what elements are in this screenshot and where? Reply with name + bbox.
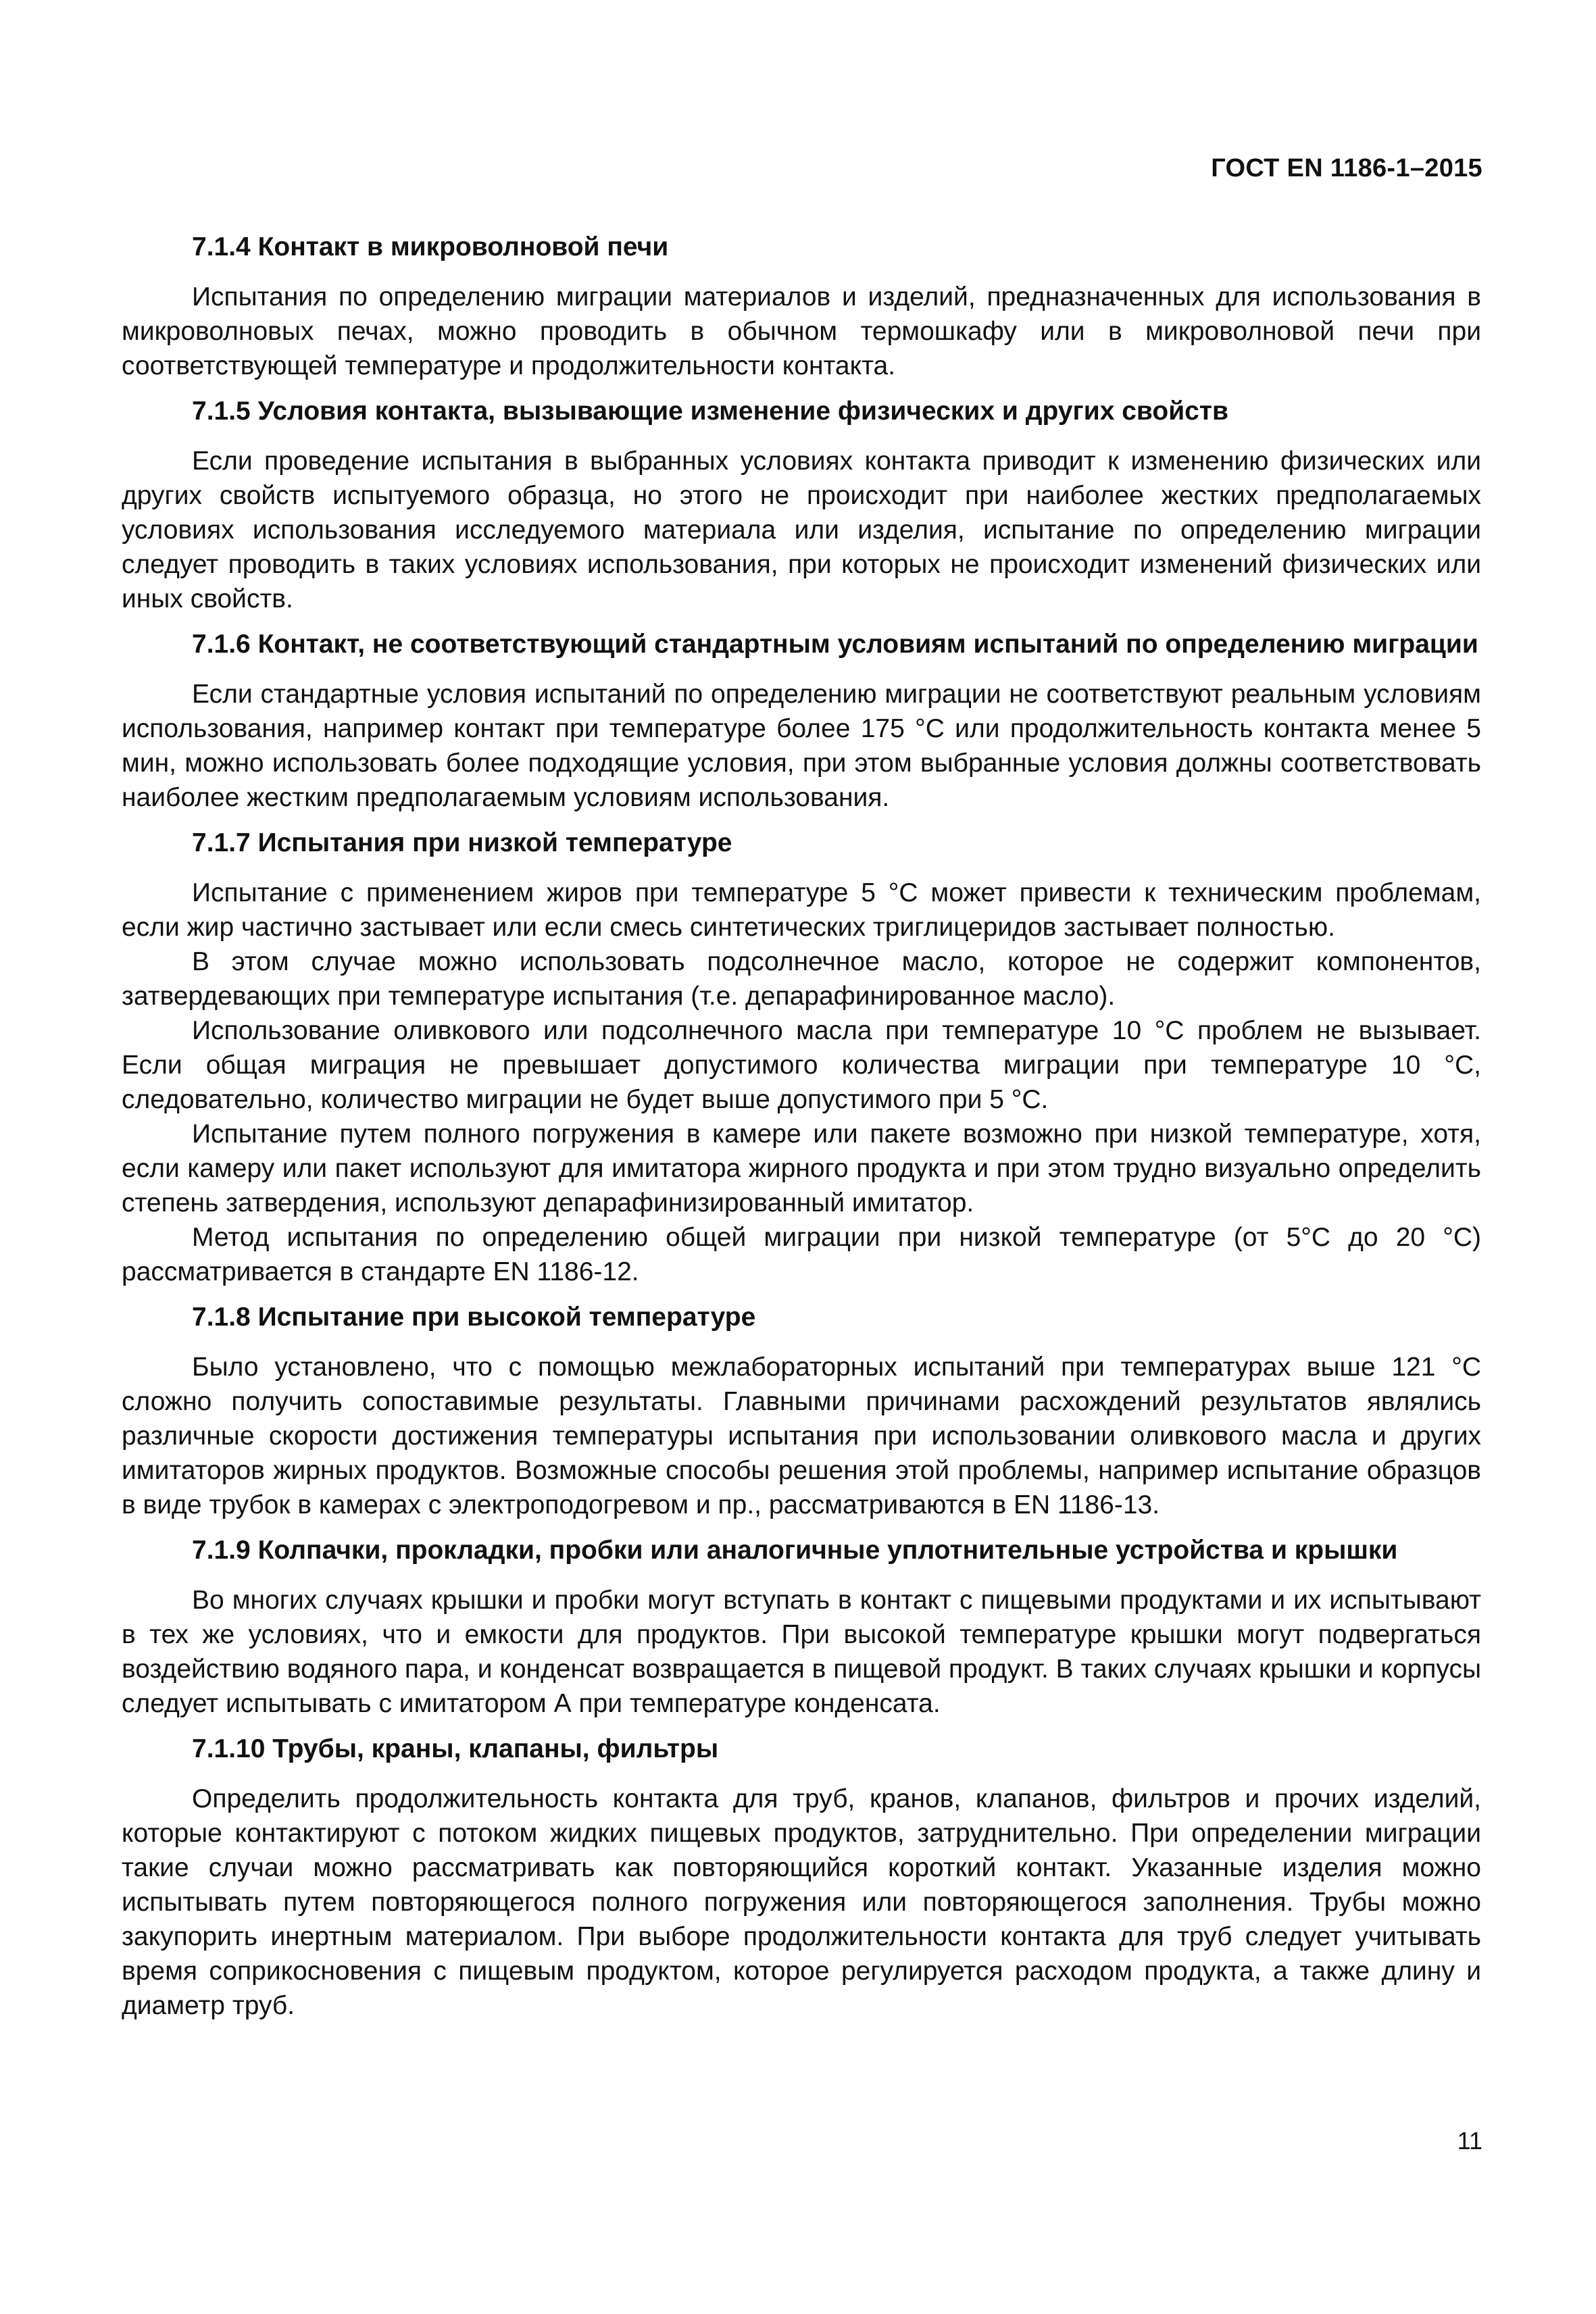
section-heading: 7.1.5 Условия контакта, вызывающие изменение физических и других свойств: [192, 397, 1228, 426]
paragraph: Использование оливкового или подсолнечного масла при температуре 10 °С проблем не вызывает. Если общая миграция не превышает допустимого количества миграции при температуре 10 °С, следовательно, количество миграции не будет выше допустимого при 5 °С.: [122, 1016, 1481, 1114]
paragraph: Во многих случаях крышки и пробки могут вступать в контакт с пищевыми продуктами и их испытывают в тех же условиях, что и емкости для продуктов. При высокой температуре крышки могут подвергаться воздействию водяного пара, и конденсат возвращается в пищевой продукт. В таких случаях крышки и корпусы следует испытывать с имитатором А при температуре конденсата.: [122, 1586, 1481, 1718]
paragraph: Если проведение испытания в выбранных условиях контакта приводит к изменению физических или других свойств испытуемого образца, но этого не происходит при наиболее жестких предполагаемых условиях использования исследуемого материала или изделия, испытание по определению миграции следует проводить в таких условиях использования, при которых не происходит изменений физических или иных свойств.: [122, 447, 1481, 613]
section-heading: 7.1.9 Колпачки, прокладки, пробки или аналогичные уплотнительные устройства и крышки: [192, 1536, 1398, 1565]
section-7-1-5: [122, 394, 1481, 616]
section-7-1-7: [122, 826, 1481, 1289]
paragraph: Определить продолжительность контакта для труб, кранов, клапанов, фильтров и прочих изделий, которые контактируют с потоком жидких пищевых продуктов, затруднительно. При определении миграции такие случаи можно рассматривать как повторяющийся короткий контакт. Указанные изделия можно испытывать путем повторяющегося полного погружения или повторяющегося заполнения. Трубы можно закупорить инертным материалом. При выборе продолжительности контакта для труб следует учитывать время соприкосновения с пищевым продуктом, которое регулируется расходом продукта, а также длину и диаметр труб.: [122, 1784, 1481, 2020]
section-7-1-6: [122, 627, 1481, 815]
paragraph: Испытание с применением жиров при температуре 5 °С может привести к техническим проблемам, если жир частично застывает или если смесь синтетических триглицеридов застывает полностью.: [122, 878, 1481, 942]
section-heading: 7.1.6 Контакт, не соответствующий стандартным условиям испытаний по определению миграции: [192, 630, 1478, 659]
section-heading: 7.1.8 Испытание при высокой температуре: [192, 1303, 756, 1332]
section-7-1-8: [122, 1300, 1481, 1522]
paragraph: Метод испытания по определению общей миграции при низкой температуре (от 5°С до 20 °С) рассматривается в стандарте EN 1186-12.: [122, 1223, 1481, 1286]
paragraph: Было установлено, что с помощью межлабораторных испытаний при температурах выше 121 °С сложно получить сопоставимые результаты. Главными причинами расхождений результатов являлись различные скорости достижения температуры испытания при использовании оливкового масла и других имитаторов жирных продуктов. Возможные способы решения этой проблемы, например испытание образцов в виде трубок в камерах с электроподогревом и пр., рассматриваются в EN 1186-13.: [122, 1353, 1481, 1519]
document-body: [122, 230, 1481, 2034]
section-7-1-4: [122, 230, 1481, 383]
section-7-1-9: [122, 1533, 1481, 1721]
section-heading: 7.1.7 Испытания при низкой температуре: [192, 828, 732, 857]
paragraph: В этом случае можно использовать подсолнечное масло, которое не содержит компонентов, затвердевающих при температуре испытания (т.е. депарафинированное масло).: [122, 947, 1481, 1011]
section-heading: 7.1.4 Контакт в микроволновой печи: [192, 232, 669, 261]
document-header: ГОСТ EN 1186-1–2015: [1211, 154, 1482, 182]
page-number: 11: [1457, 2127, 1482, 2155]
paragraph: Испытание путем полного погружения в камере или пакете возможно при низкой температуре, хотя, если камеру или пакет используют для имитатора жирного продукта и при этом трудно визуально определить степень затвердения, используют депарафинизированный имитатор.: [122, 1120, 1481, 1217]
paragraph: Если стандартные условия испытаний по определению миграции не соответствуют реальным условиям использования, например контакт при температуре более 175 °С или продолжительность контакта менее 5 мин, можно использовать более подходящие условия, при этом выбранные условия должны соответствовать наиболее жестким предполагаемым условиям использования.: [122, 680, 1481, 812]
section-7-1-10: [122, 1732, 1481, 2023]
section-heading: 7.1.10 Трубы, краны, клапаны, фильтры: [192, 1734, 719, 1763]
paragraph: Испытания по определению миграции материалов и изделий, предназначенных для использования в микроволновых печах, можно проводить в обычном термошкафу или в микроволновой печи при соответствующей температуре и продолжительности контакта.: [122, 282, 1481, 380]
